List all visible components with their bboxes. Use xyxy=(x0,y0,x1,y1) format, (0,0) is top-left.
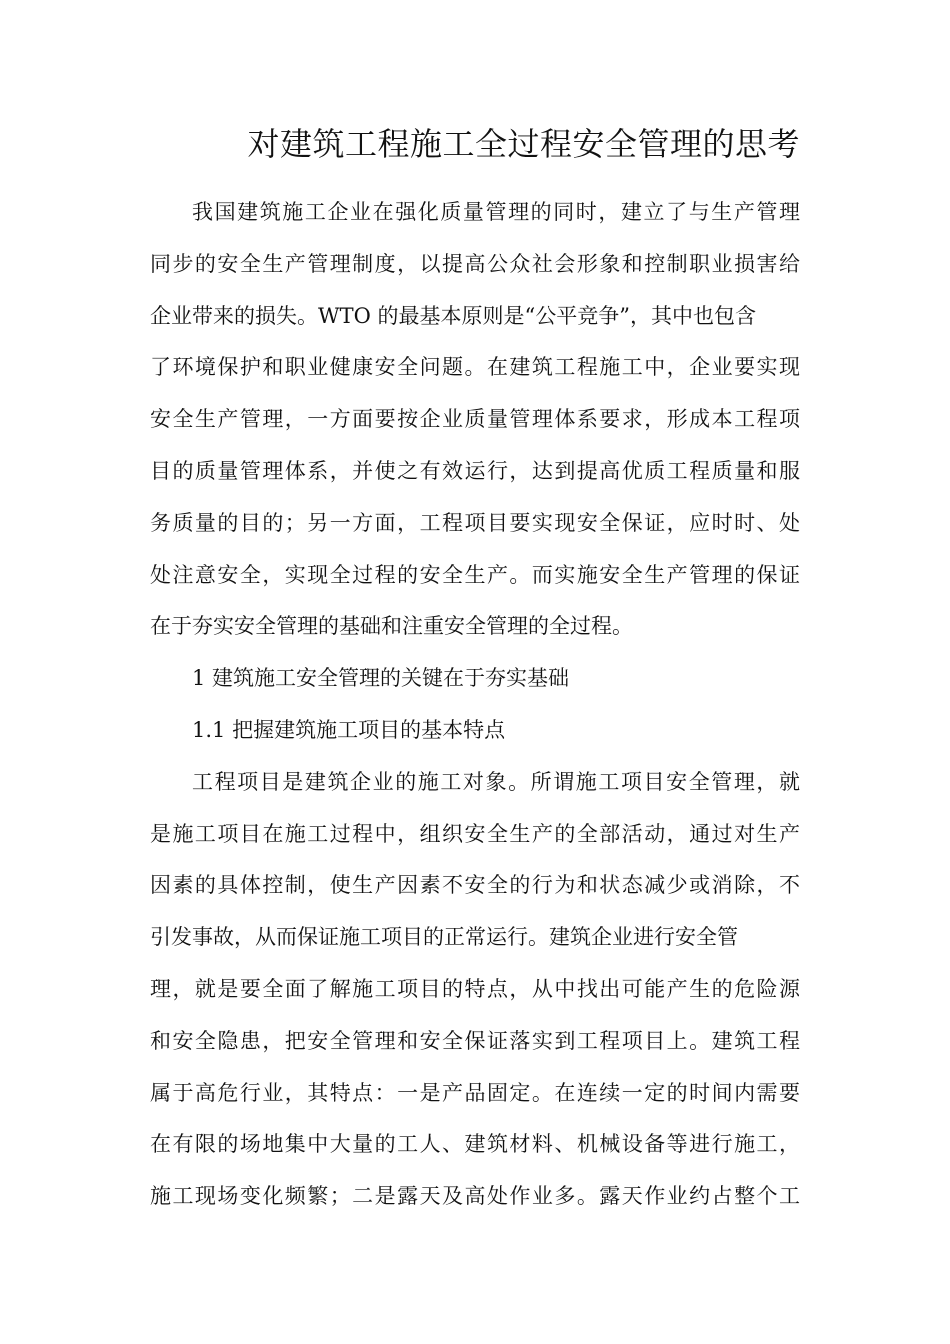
text-line: 我国建筑施工企业在强化质量管理的同时，建立了与生产管理 xyxy=(192,200,800,224)
text-line: 是施工项目在施工过程中，组织安全生产的全部活动，通过对生产 xyxy=(150,821,800,846)
text-line: 施工现场变化频繁；二是露天及高处作业多。露天作业约占整个工 xyxy=(150,1184,800,1209)
text-line: 和安全隐患，把安全管理和安全保证落实到工程项目上。建筑工程 xyxy=(150,1028,800,1053)
document-title: 对建筑工程施工全过程安全管理的思考 xyxy=(247,125,800,163)
text-line: 因素的具体控制，使生产因素不安全的行为和状态减少或消除，不 xyxy=(150,873,800,898)
text-line: 在有限的场地集中大量的工人、建筑材料、机械设备等进行施工， xyxy=(150,1132,800,1157)
text-line: 安全生产管理，一方面要按企业质量管理体系要求，形成本工程项 xyxy=(150,407,800,432)
document-body xyxy=(150,187,800,1223)
subsection-heading: 1.1 把握建筑施工项目的基本特点 xyxy=(192,717,506,742)
text-line: 属于高危行业，其特点：一是产品固定。在连续一定的时间内需要 xyxy=(150,1080,800,1105)
text-line: 引发事故，从而保证施工项目的正常运行。建筑企业进行安全管 xyxy=(150,925,738,950)
text-line: 企业带来的损失。WTO 的最基本原则是“公平竞争”，其中也包含 xyxy=(150,303,756,328)
text-line: 务质量的目的；另一方面，工程项目要实现安全保证，应时时、处 xyxy=(150,510,800,535)
text-line: 工程项目是建筑企业的施工对象。所谓施工项目安全管理，就 xyxy=(192,769,800,794)
text-line: 同步的安全生产管理制度，以提高公众社会形象和控制职业损害给 xyxy=(150,251,800,276)
text-line: 目的质量管理体系，并使之有效运行，达到提高优质工程质量和服 xyxy=(150,458,800,483)
text-line: 在于夯实安全管理的基础和注重安全管理的全过程。 xyxy=(150,614,633,639)
text-line: 理，就是要全面了解施工项目的特点，从中找出可能产生的危险源 xyxy=(150,976,800,1001)
section-heading: 1 建筑施工安全管理的关键在于夯实基础 xyxy=(192,666,570,691)
text-line: 了环境保护和职业健康安全问题。在建筑工程施工中，企业要实现 xyxy=(150,355,800,380)
text-line: 处注意安全，实现全过程的安全生产。而实施安全生产管理的保证 xyxy=(150,562,800,587)
